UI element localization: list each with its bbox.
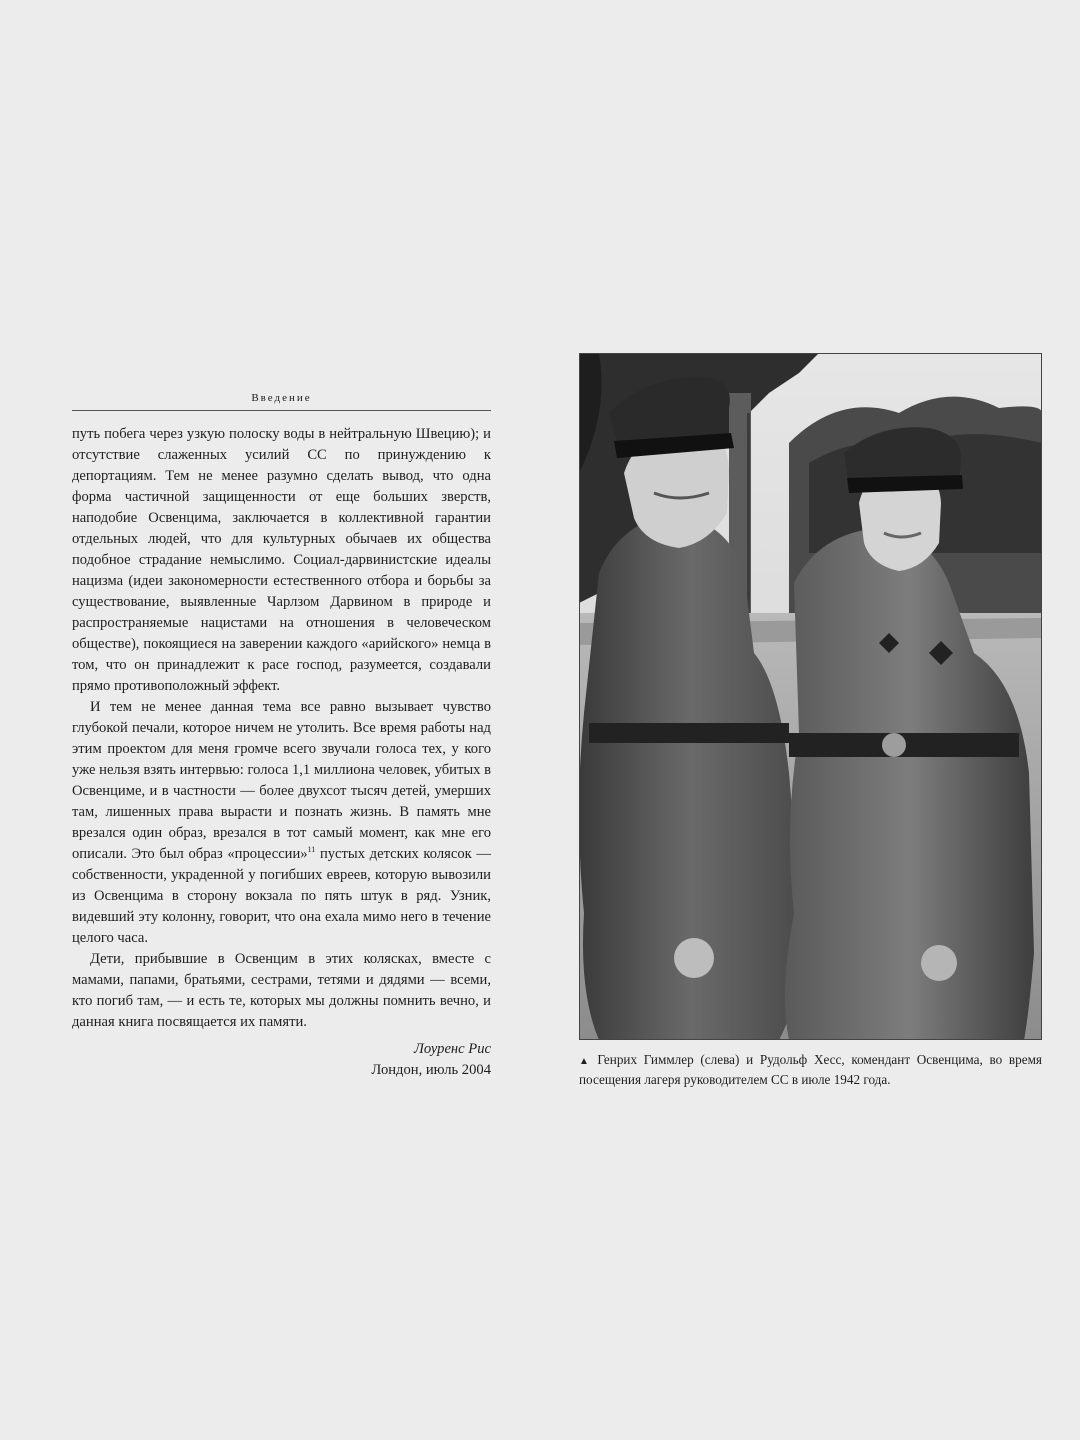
footnote-mark: 11 (307, 845, 316, 854)
paragraph-2-part-a: И тем не менее данная тема все равно вызывает чувство глубокой печали, которое ничем не утолить. Все время работы над этим проектом для меня громче всего звучали голоса тех, у кого уже нельзя взять интервью: голоса 1,1 миллиона человек, убитых в Освенциме, и в частности — более двухсот тысяч детей, умерших там, лишенных права вырасти и познать жизнь. В память мне врезался один образ, врезался в тот самый момент, как мне его описали. Это был образ «процессии» (72, 699, 491, 862)
left-page (72, 388, 491, 1081)
paragraph-2-part-b: пустых детских колясок — собственности, украденной у погибших евреев, которую вывозили из Освенцима в сторону вокзала по пять штук в ряд. Узник, видевший эту колонну, говорит, что она ехала мимо него в течение целого часа. (72, 846, 491, 946)
historical-photo (579, 353, 1042, 1040)
paragraph-3: Дети, прибывшие в Освенцим в этих колясках, вместе с мамами, папами, братьями, сестрами, тетями и дядями — всеми, кто погиб там, — и есть те, которых мы должны помнить вечно, и данная книга посвящается их памяти. (72, 951, 491, 1030)
signature-block (72, 1039, 491, 1081)
caption-marker: ▲ (579, 1056, 593, 1067)
running-head: Введение (72, 388, 491, 411)
photo-caption (579, 1051, 1042, 1089)
photo-illustration (579, 353, 1042, 1040)
signature-author: Лоуренс Рис (413, 1041, 491, 1057)
paragraph-2 (72, 697, 491, 949)
signature-place-date: Лондон, июль 2004 (371, 1062, 491, 1078)
paragraph-1: путь побега через узкую полоску воды в нейтральную Швецию); и отсутствие слаженных усилий СС по принуждению к депортациям. Тем не менее разумно сделать вывод, что одна форма частичной защищенности от еще больших зверств, наподобие Освенцима, заключается в коллективной гарантии отдельных людей, что для культурных обычаев их общества подобное страдание немыслимо. Социал-дарвинистские идеалы нацизма (идеи закономерности естественного отбора и борьбы за существование, выявленные Чарлзом Дарвином в природе и распространяемые нацистами на отношения в человеческом обществе), покоящиеся на заверении каждого «арийского» немца в том, что он принадлежит к расе господ, разумеется, создавали прямо противоположный эффект. (72, 426, 491, 694)
caption-text: Генрих Гиммлер (слева) и Рудольф Хесс, комендант Освенцима, во время посещения лагеря руководителем СС в июле 1942 года. (579, 1052, 1042, 1087)
right-page (579, 353, 1042, 1089)
body-text (72, 424, 491, 1033)
